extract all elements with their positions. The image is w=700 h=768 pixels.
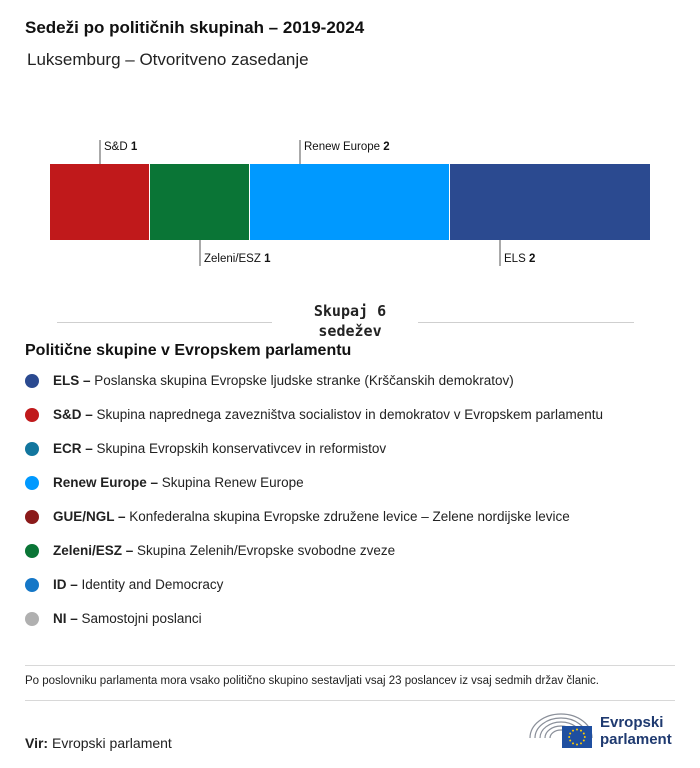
legend-swatch-icon bbox=[25, 510, 39, 524]
legend-swatch-icon bbox=[25, 374, 39, 388]
source-label: Vir: bbox=[25, 735, 49, 751]
bar-segment bbox=[250, 164, 449, 240]
total-seats-count: Skupaj 6 bbox=[313, 302, 387, 320]
footnote: Po poslovniku parlamenta mora vsako politično skupino sestavljati vsaj 23 poslancev iz vsaj sedmih držav članic. bbox=[25, 675, 600, 687]
legend-group-name: Konfederalna skupina Evropske združene levice – Zelene nordijske levice bbox=[129, 509, 570, 524]
legend-text bbox=[53, 576, 223, 594]
legend-text bbox=[53, 508, 570, 526]
legend-swatch-icon bbox=[25, 476, 39, 490]
legend-swatch-icon bbox=[25, 408, 39, 422]
total-seats-label bbox=[280, 301, 420, 341]
legend-text bbox=[53, 440, 386, 458]
legend-swatch-icon bbox=[25, 544, 39, 558]
total-divider-right bbox=[418, 322, 634, 323]
legend-abbr: ELS – bbox=[53, 373, 95, 388]
data-label: Zeleni/ESZ 1 bbox=[204, 253, 271, 265]
legend-abbr: Renew Europe – bbox=[53, 475, 162, 490]
chart-title: Sedeži po političnih skupinah – 2019-2024 bbox=[25, 18, 365, 37]
legend-abbr: ID – bbox=[53, 577, 82, 592]
bar-segment bbox=[450, 164, 650, 240]
legend-title: Politične skupine v Evropskem parlamentu bbox=[25, 342, 352, 359]
stacked-seat-bar bbox=[0, 130, 700, 280]
legend-text bbox=[53, 372, 514, 390]
legend-text bbox=[53, 474, 304, 492]
legend-text bbox=[53, 406, 603, 424]
legend-abbr: S&D – bbox=[53, 407, 97, 422]
legend-abbr: Zeleni/ESZ – bbox=[53, 543, 138, 558]
legend-group-name: Identity and Democracy bbox=[81, 577, 224, 592]
legend-group-name: Skupina Renew Europe bbox=[161, 475, 304, 490]
legend-swatch-icon bbox=[25, 612, 39, 626]
ep-logo bbox=[528, 708, 678, 752]
logo-text-line1: Evropski bbox=[600, 714, 664, 731]
data-label: ELS 2 bbox=[504, 253, 536, 265]
legend-group-name: Poslanska skupina Evropske ljudske stranke (Krščanskih demokratov) bbox=[94, 373, 514, 388]
bar-segment bbox=[50, 164, 149, 240]
legend-group-name: Skupina Evropskih konservativcev in reformistov bbox=[96, 441, 387, 456]
hemicycle-logo-icon bbox=[528, 708, 594, 752]
legend-abbr: ECR – bbox=[53, 441, 97, 456]
legend-abbr: GUE/NGL – bbox=[53, 509, 130, 524]
divider-top bbox=[25, 665, 675, 666]
source-line bbox=[25, 735, 172, 751]
legend-group-name: Skupina Zelenih/Evropske svobodne zveze bbox=[137, 543, 396, 558]
bar-segment bbox=[150, 164, 249, 240]
total-seats-unit: sedežev bbox=[318, 322, 382, 340]
source-value: Evropski parlament bbox=[51, 735, 172, 751]
data-label: Renew Europe 2 bbox=[304, 141, 390, 153]
legend-swatch-icon bbox=[25, 442, 39, 456]
logo-text-line2: parlament bbox=[600, 731, 672, 748]
legend-swatch-icon bbox=[25, 578, 39, 592]
legend-group-name: Skupina naprednega zavezništva socialistov in demokratov v Evropskem parlamentu bbox=[96, 407, 604, 422]
legend-abbr: NI – bbox=[53, 611, 82, 626]
chart-subtitle: Luksemburg – Otvoritveno zasedanje bbox=[27, 50, 309, 69]
divider-bottom bbox=[25, 700, 675, 701]
legend-text bbox=[53, 542, 395, 560]
legend-group-name: Samostojni poslanci bbox=[81, 611, 202, 626]
data-label: S&D 1 bbox=[104, 141, 138, 153]
legend-text bbox=[53, 610, 202, 628]
total-divider-left bbox=[57, 322, 272, 323]
